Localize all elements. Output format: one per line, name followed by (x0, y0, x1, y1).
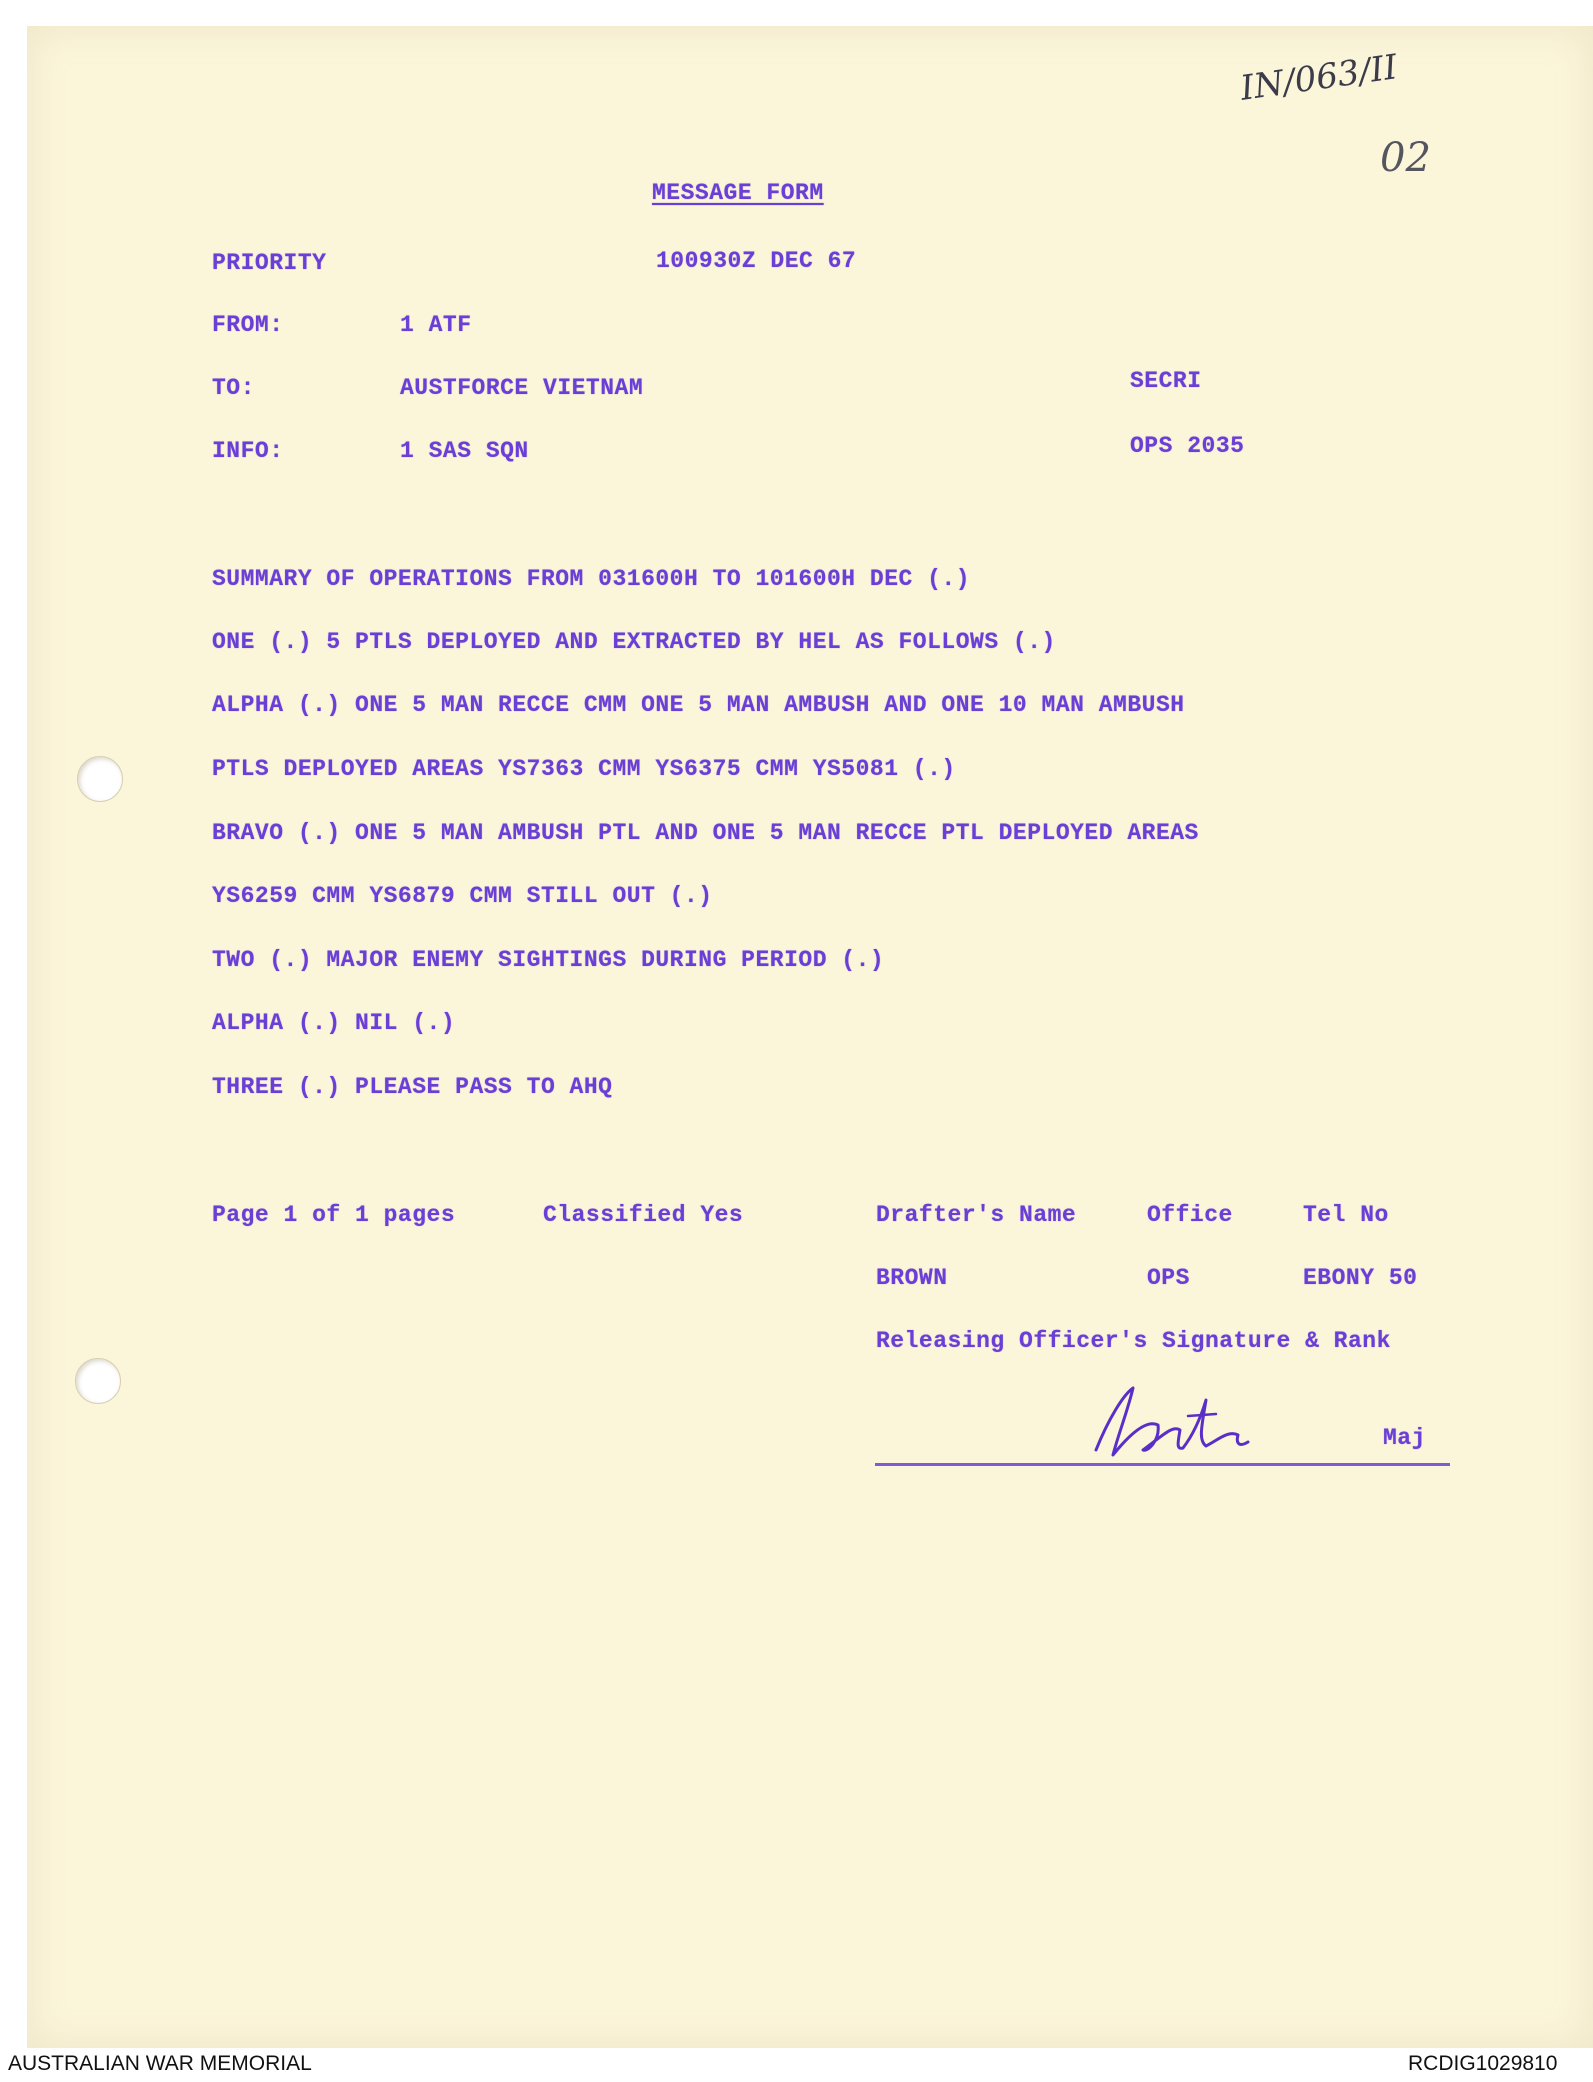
page-info: Page 1 of 1 pages (212, 1202, 456, 1228)
tel-value: EBONY 50 (1303, 1265, 1418, 1291)
archive-record-id: RCDIG1029810 (1408, 2052, 1558, 2075)
page-mark-handwritten: 02 (1380, 135, 1431, 181)
body-line: ALPHA (.) NIL (.) (212, 1010, 456, 1036)
office-label: Office (1147, 1202, 1233, 1228)
tel-label: Tel No (1303, 1202, 1389, 1228)
dtg-value: 100930Z DEC 67 (656, 248, 857, 274)
info-value: 1 SAS SQN (400, 438, 529, 464)
ops-number: OPS 2035 (1130, 433, 1245, 459)
classification-stamp: SECRI (1130, 368, 1202, 394)
drafter-name: BROWN (876, 1265, 948, 1291)
file-reference-handwritten: IN/063/II (1237, 47, 1400, 109)
body-line: BRAVO (.) ONE 5 MAN AMBUSH PTL AND ONE 5 MAN RECCE PTL DEPLOYED AREAS (212, 820, 1199, 846)
info-label: INFO: (212, 438, 284, 464)
office-value: OPS (1147, 1265, 1190, 1291)
priority-label: PRIORITY (212, 250, 327, 276)
classified-info: Classified Yes (543, 1202, 744, 1228)
from-value: 1 ATF (400, 312, 472, 338)
releasing-officer-label: Releasing Officer's Signature & Rank (876, 1328, 1391, 1354)
body-line: TWO (.) MAJOR ENEMY SIGHTINGS DURING PERIOD (.) (212, 947, 885, 973)
drafter-name-label: Drafter's Name (876, 1202, 1077, 1228)
body-line: YS6259 CMM YS6879 CMM STILL OUT (.) (212, 883, 713, 909)
body-line: SUMMARY OF OPERATIONS FROM 031600H TO 101600H DEC (.) (212, 566, 971, 592)
body-line: THREE (.) PLEASE PASS TO AHQ (212, 1074, 613, 1100)
punch-hole-top (77, 756, 123, 802)
body-line: ONE (.) 5 PTLS DEPLOYED AND EXTRACTED BY HEL AS FOLLOWS (.) (212, 629, 1056, 655)
body-line: PTLS DEPLOYED AREAS YS7363 CMM YS6375 CMM YS5081 (.) (212, 756, 956, 782)
body-line: ALPHA (.) ONE 5 MAN RECCE CMM ONE 5 MAN AMBUSH AND ONE 10 MAN AMBUSH (212, 692, 1185, 718)
punch-hole-bottom (75, 1358, 121, 1404)
form-title: MESSAGE FORM (652, 180, 824, 206)
signature-rule (875, 1463, 1450, 1466)
officer-rank: Maj (1383, 1425, 1426, 1451)
signature-mark (1088, 1380, 1278, 1470)
to-label: TO: (212, 375, 255, 401)
to-value: AUSTFORCE VIETNAM (400, 375, 644, 401)
archive-institution: AUSTRALIAN WAR MEMORIAL (8, 2052, 312, 2075)
from-label: FROM: (212, 312, 284, 338)
